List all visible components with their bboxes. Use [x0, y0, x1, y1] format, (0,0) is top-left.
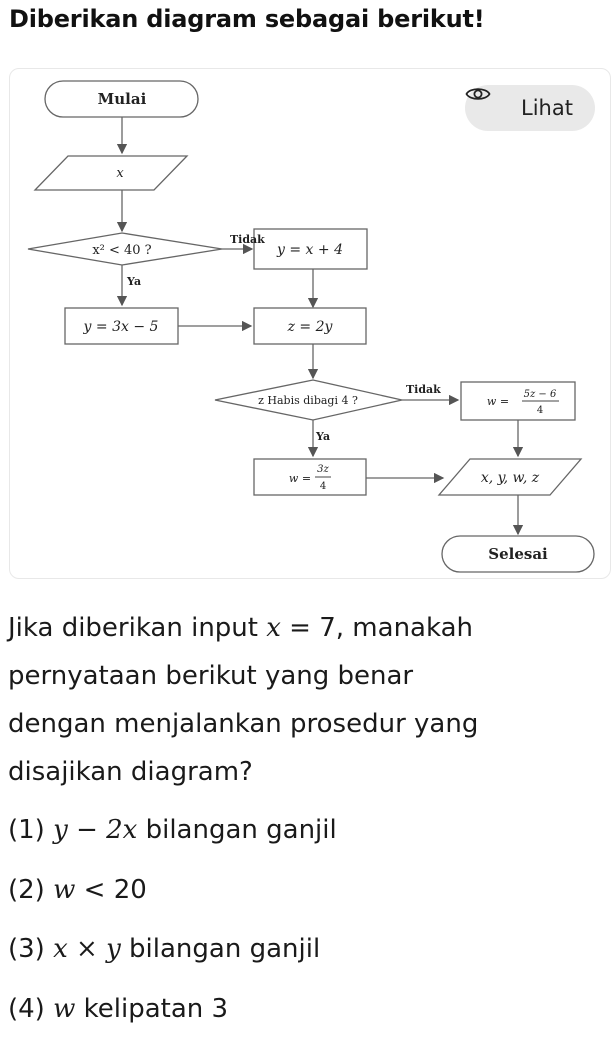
view-button-label: Lihat [521, 96, 573, 120]
statement-number: (2) [8, 874, 45, 905]
decision1-yes-label: Ya [127, 275, 142, 288]
input-label: x [116, 166, 124, 181]
decision2-label: z Habis dibagi 4 ? [258, 394, 358, 407]
statement-item [8, 866, 598, 926]
eye-icon [487, 99, 513, 117]
w-formula-yes-numerator: 3z [317, 464, 329, 475]
process-y-x-plus-4-label: y = x + 4 [277, 242, 343, 258]
statement-text: kelipatan 3 [75, 993, 229, 1024]
question-line: disajikan diagram? [8, 757, 253, 787]
process-z-2y-label: z = 2y [287, 319, 333, 335]
decision2-no-label: Tidak [406, 383, 441, 396]
question-title: Diberikan diagram sebagai berikut! [9, 5, 485, 33]
statement-expression: w [53, 874, 76, 905]
w-formula-no-lhs: w = [486, 395, 510, 408]
input-parallelogram [35, 156, 187, 190]
statement-item [8, 925, 598, 985]
statement-number: (1) [8, 815, 45, 845]
question-line: pernyataan berikut yang benar [8, 661, 414, 691]
statement-expression: y − 2x [53, 815, 138, 845]
statement-item [8, 985, 598, 1045]
question-line [8, 604, 598, 652]
flowchart-diagram [10, 69, 610, 578]
output-label: x, y, w, z [480, 470, 540, 486]
end-label: Selesai [488, 545, 548, 563]
start-label: Mulai [97, 90, 147, 108]
question-line: dengan menjalankan prosedur yang [8, 709, 479, 739]
statement-item [8, 806, 598, 866]
w-formula-no-denominator: 4 [536, 405, 544, 416]
flowchart-figure[interactable] [9, 68, 611, 579]
decision1-label: x² < 40 ? [92, 243, 152, 258]
w-formula-yes-denominator: 4 [319, 481, 327, 492]
question-fragment: = 7, manakah [280, 613, 473, 643]
question-text [8, 604, 598, 796]
decision1-no-label: Tidak [230, 233, 265, 246]
decision2-yes-label: Ya [316, 430, 331, 443]
w-formula-yes-lhs: w = [288, 472, 312, 485]
statement-number: (3) [8, 934, 45, 964]
statement-text: bilangan ganjil [137, 815, 337, 845]
math-variable: x [266, 613, 281, 643]
process-y-3x-minus-5-label: y = 3x − 5 [83, 319, 159, 335]
statement-number: (4) [8, 993, 45, 1024]
statement-text: bilangan ganjil [120, 934, 321, 964]
statement-list [8, 806, 598, 1044]
w-formula-no-numerator: 5z − 6 [523, 389, 557, 400]
statement-expression: w [53, 993, 76, 1024]
statement-text: < 20 [75, 874, 147, 905]
question-fragment: Jika diberikan input [8, 613, 258, 643]
view-button[interactable] [465, 85, 595, 131]
statement-expression: x × y [53, 934, 121, 964]
